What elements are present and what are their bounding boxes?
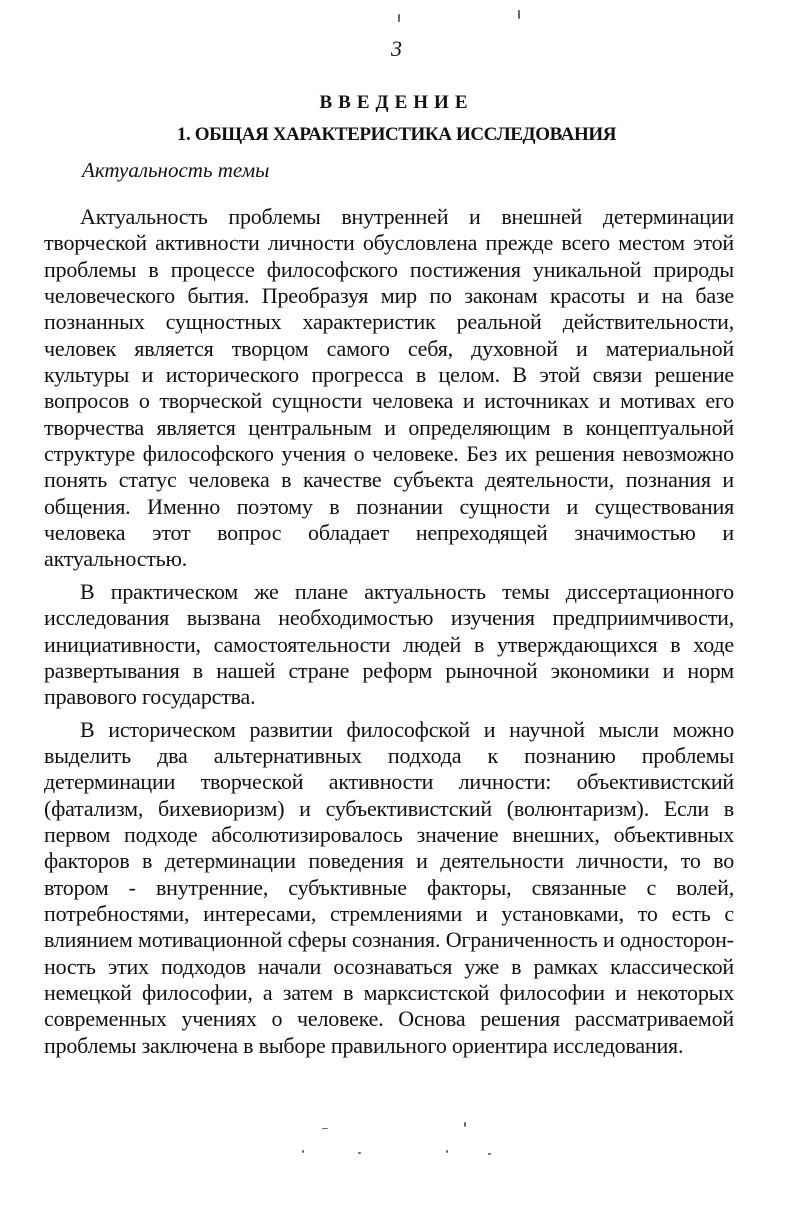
scan-speck: [518, 10, 520, 19]
scan-speck: [446, 1150, 448, 1153]
scan-speck: [398, 14, 400, 22]
scan-speck: [488, 1153, 491, 1155]
page-number: 3: [391, 36, 402, 61]
paragraph: Актуальность проблемы внутренней и внешней детерминации творческой активности личности обусловлена прежде всего местом этой проблемы в процессе философского постижения уникальной природы человеческого бытия. Преобразуя мир по законам красоты и на базе познанных сущностных характеристик реальной действительности, человек является творцом самого себя, духовной и материальной культуры и исторического прогресса в целом. В этой связи решение вопросов о творческой сущности человека и источниках и мотивах его творчества является центральным и определяющим в концептуальной структуре философского учения о человеке. Без их решения невозможно понять статус человека в качестве субъекта деятельности, познания и общения. Именно поэтому в познании сущности и существования человека этот вопрос обладает непреходящей значимостью и актуальностью.: [44, 204, 734, 572]
scan-speck: [464, 1122, 466, 1127]
section-title: ВВЕДЕНИЕ: [319, 92, 474, 113]
scan-speck: [322, 1128, 328, 1129]
scan-speck: [358, 1152, 361, 1154]
paragraph: В практическом же плане актуальность темы диссертационного исследования вызвана необходимостью изучения предприимчивости, инициативности, самостоятельности людей в утверждающихся в ходе развертывания в нашей стране реформ рыночной экономики и норм правового государства.: [44, 578, 734, 710]
body-text: [44, 204, 734, 1065]
paragraph: В историческом развитии философской и научной мысли можно выделить два альтернативных подхода к познанию проблемы детерминации творческой активности личности: объективистский (фатализм, бихевиоризм) и субъективистский (волюнтаризм). Если в первом подходе абсолютизировалось значение внешних, объективных факторов в детерминации поведения и деятельности личности, то во втором - внутренние, субъктивные факторы, связанные с волей, потребностями, интересами, стремлениями и установками, то есть с влиянием мотивационной сферы сознания. Ограниченность и односторонность этих подходов начали осознаваться уже в рамках классической немецкой философии, а затем в марксистской философии и некоторых современных учениях о человеке. Основа решения рассматриваемой проблемы заключена в выборе правильного ориентира исследования.: [44, 716, 734, 1058]
subheading: Актуальность темы: [82, 158, 270, 182]
scan-speck: [302, 1150, 304, 1153]
chapter-title: 1. ОБЩАЯ ХАРАКТЕРИСТИКА ИССЛЕДОВАНИЯ: [176, 124, 617, 145]
